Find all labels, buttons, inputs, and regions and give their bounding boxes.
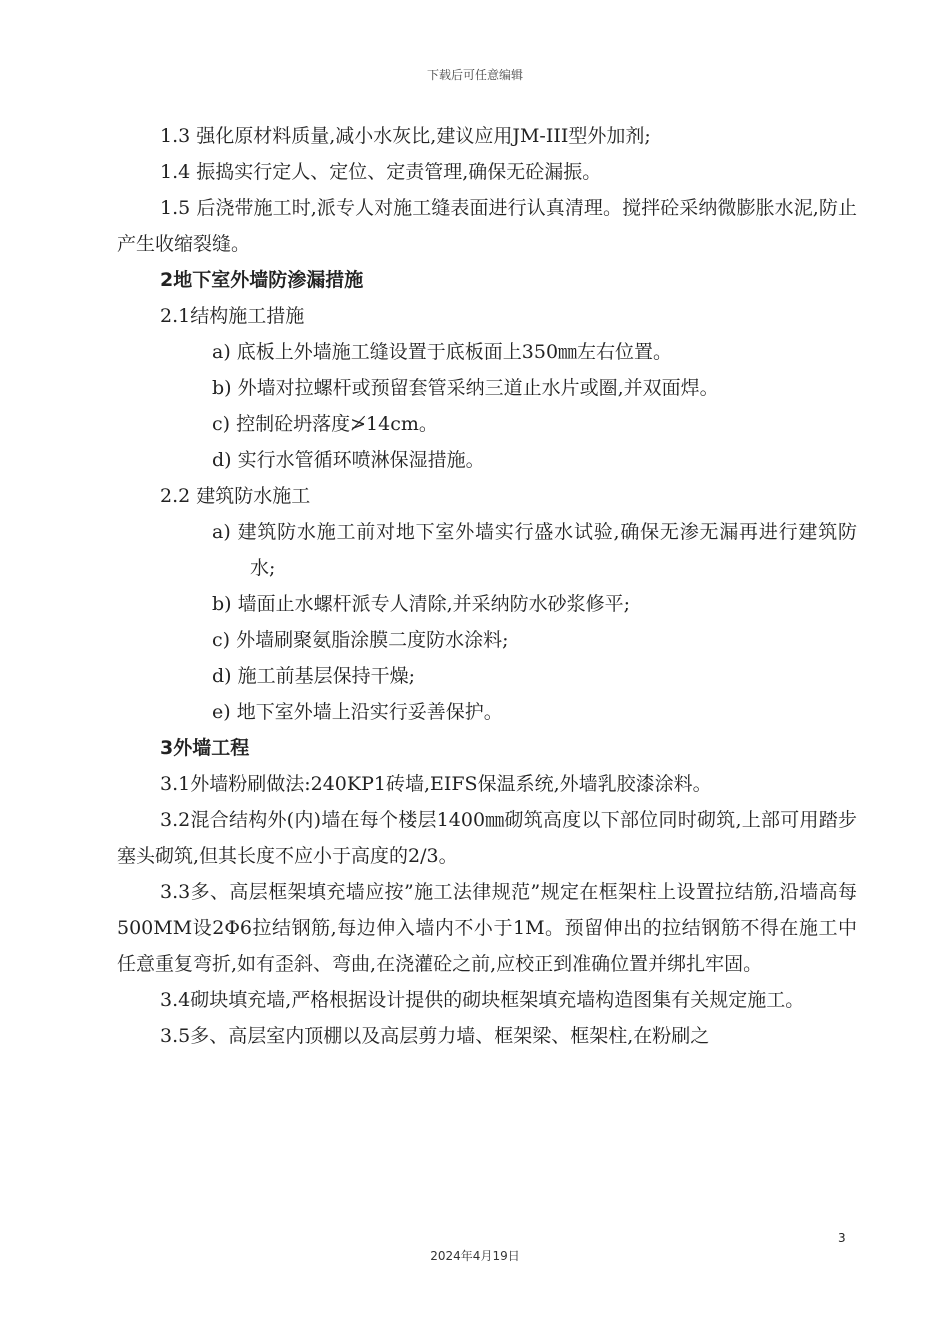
- footer-date: 2024年4月19日: [430, 1249, 520, 1263]
- list-item-2-1-d: d) 实行水管循环喷淋保湿措施。: [212, 449, 485, 471]
- paragraph-1-3: 1.3 强化原材料质量,减小水灰比,建议应用JM-III型外加剂;: [160, 125, 651, 147]
- paragraph-3-2: 3.2混合结构外(内)墙在每个楼层1400㎜砌筑高度以下部位同时砌筑,上部可用踏步塞头砌筑,但其长度不应小于高度的2/3。: [117, 809, 857, 867]
- list-item-2-2-e: e) 地下室外墙上沿实行妥善保护。: [212, 701, 503, 723]
- list-item-2-2-a: a) 建筑防水施工前对地下室外墙实行盛水试验,确保无渗无漏再进行建筑防水;: [212, 521, 857, 579]
- subheading-2-1: 2.1结构施工措施: [160, 305, 305, 327]
- list-item-2-1-a: a) 底板上外墙施工缝设置于底板面上350㎜左右位置。: [212, 341, 673, 363]
- paragraph-3-3: 3.3多、高层框架填充墙应按”施工法律规范”规定在框架柱上设置拉结筋,沿墙高每500MM设2Φ6拉结钢筋,每边伸入墙内不小于1M。预留伸出的拉结钢筋不得在施工中任意重复弯折,如有歪斜、弯曲,在浇灌砼之前,应校正到准确位置并绑扎牢固。: [117, 881, 857, 975]
- subheading-2-2: 2.2 建筑防水施工: [160, 485, 311, 507]
- paragraph-1-4: 1.4 振捣实行定人、定位、定责管理,确保无砼漏振。: [160, 161, 602, 183]
- paragraph-3-1: 3.1外墙粉刷做法:240KP1砖墙,EIFS保温系统,外墙乳胶漆涂料。: [160, 773, 712, 795]
- section-heading-3: 3外墙工程: [160, 737, 250, 759]
- list-item-2-2-d: d) 施工前基层保持干燥;: [212, 665, 416, 687]
- page-header: 下载后可任意编辑: [426, 68, 523, 82]
- page-number: 3: [838, 1231, 846, 1245]
- paragraph-1-5: 1.5 后浇带施工时,派专人对施工缝表面进行认真清理。搅拌砼采纳微膨胀水泥,防止产生收缩裂缝。: [117, 197, 857, 255]
- list-item-2-1-b: b) 外墙对拉螺杆或预留套管采纳三道止水片或圈,并双面焊。: [212, 377, 719, 399]
- list-item-2-2-b: b) 墙面止水螺杆派专人清除,并采纳防水砂浆修平;: [212, 593, 631, 615]
- list-item-2-2-c: c) 外墙刷聚氨脂涂膜二度防水涂料;: [212, 629, 509, 651]
- paragraph-3-4: 3.4砌块填充墙,严格根据设计提供的砌块框架填充墙构造图集有关规定施工。: [160, 989, 805, 1011]
- paragraph-3-5: 3.5多、高层室内顶棚以及高层剪力墙、框架梁、框架柱,在粉刷之: [160, 1025, 710, 1047]
- document-body: [117, 118, 857, 1054]
- list-item-2-1-c: c) 控制砼坍落度≯14cm。: [212, 413, 438, 435]
- section-heading-2: 2地下室外墙防渗漏措施: [160, 269, 364, 291]
